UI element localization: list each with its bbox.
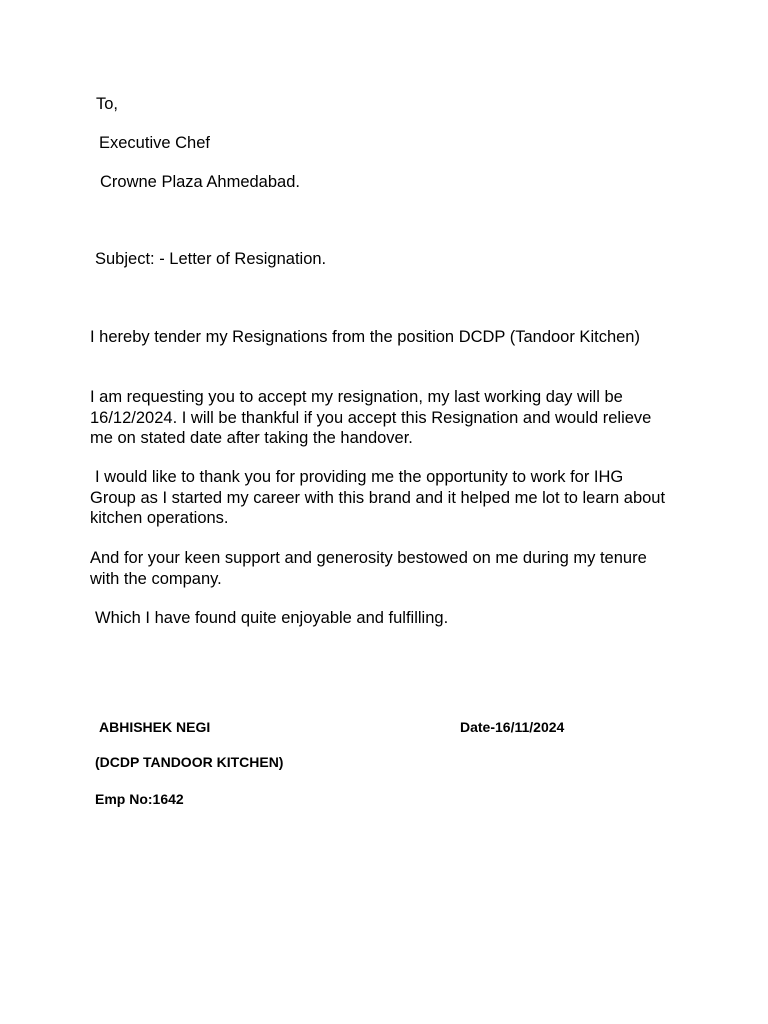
body-paragraph-2: I am requesting you to accept my resignation, my last working day will be 16/12/2024. I will be thankful if you accept this Resignation and would relieve me on stated date after taking the handover. <box>90 388 652 448</box>
recipient-location: Crowne Plaza Ahmedabad. <box>100 173 300 191</box>
signature-position: (DCDP TANDOOR KITCHEN) <box>95 754 284 770</box>
body-paragraph-1: I hereby tender my Resignations from the position DCDP (Tandoor Kitchen) <box>90 328 640 346</box>
body-paragraph-5: Which I have found quite enjoyable and fulfilling. <box>95 609 449 627</box>
employee-number: Emp No:1642 <box>95 791 184 807</box>
signature-name: ABHISHEK NEGI <box>99 719 211 735</box>
body-paragraph-4: And for your keen support and generosity bestowed on me during my tenure with the company. <box>90 549 647 588</box>
body-paragraph-3: I would like to thank you for providing me the opportunity to work for IHG Group as I started my career with this brand and it helped me lot to learn about kitchen operations. <box>90 468 666 528</box>
signature-date: Date-16/11/2024 <box>460 719 565 735</box>
salutation: To, <box>96 95 119 113</box>
recipient-title: Executive Chef <box>99 134 210 152</box>
subject-line: Subject: - Letter of Resignation. <box>95 250 327 268</box>
